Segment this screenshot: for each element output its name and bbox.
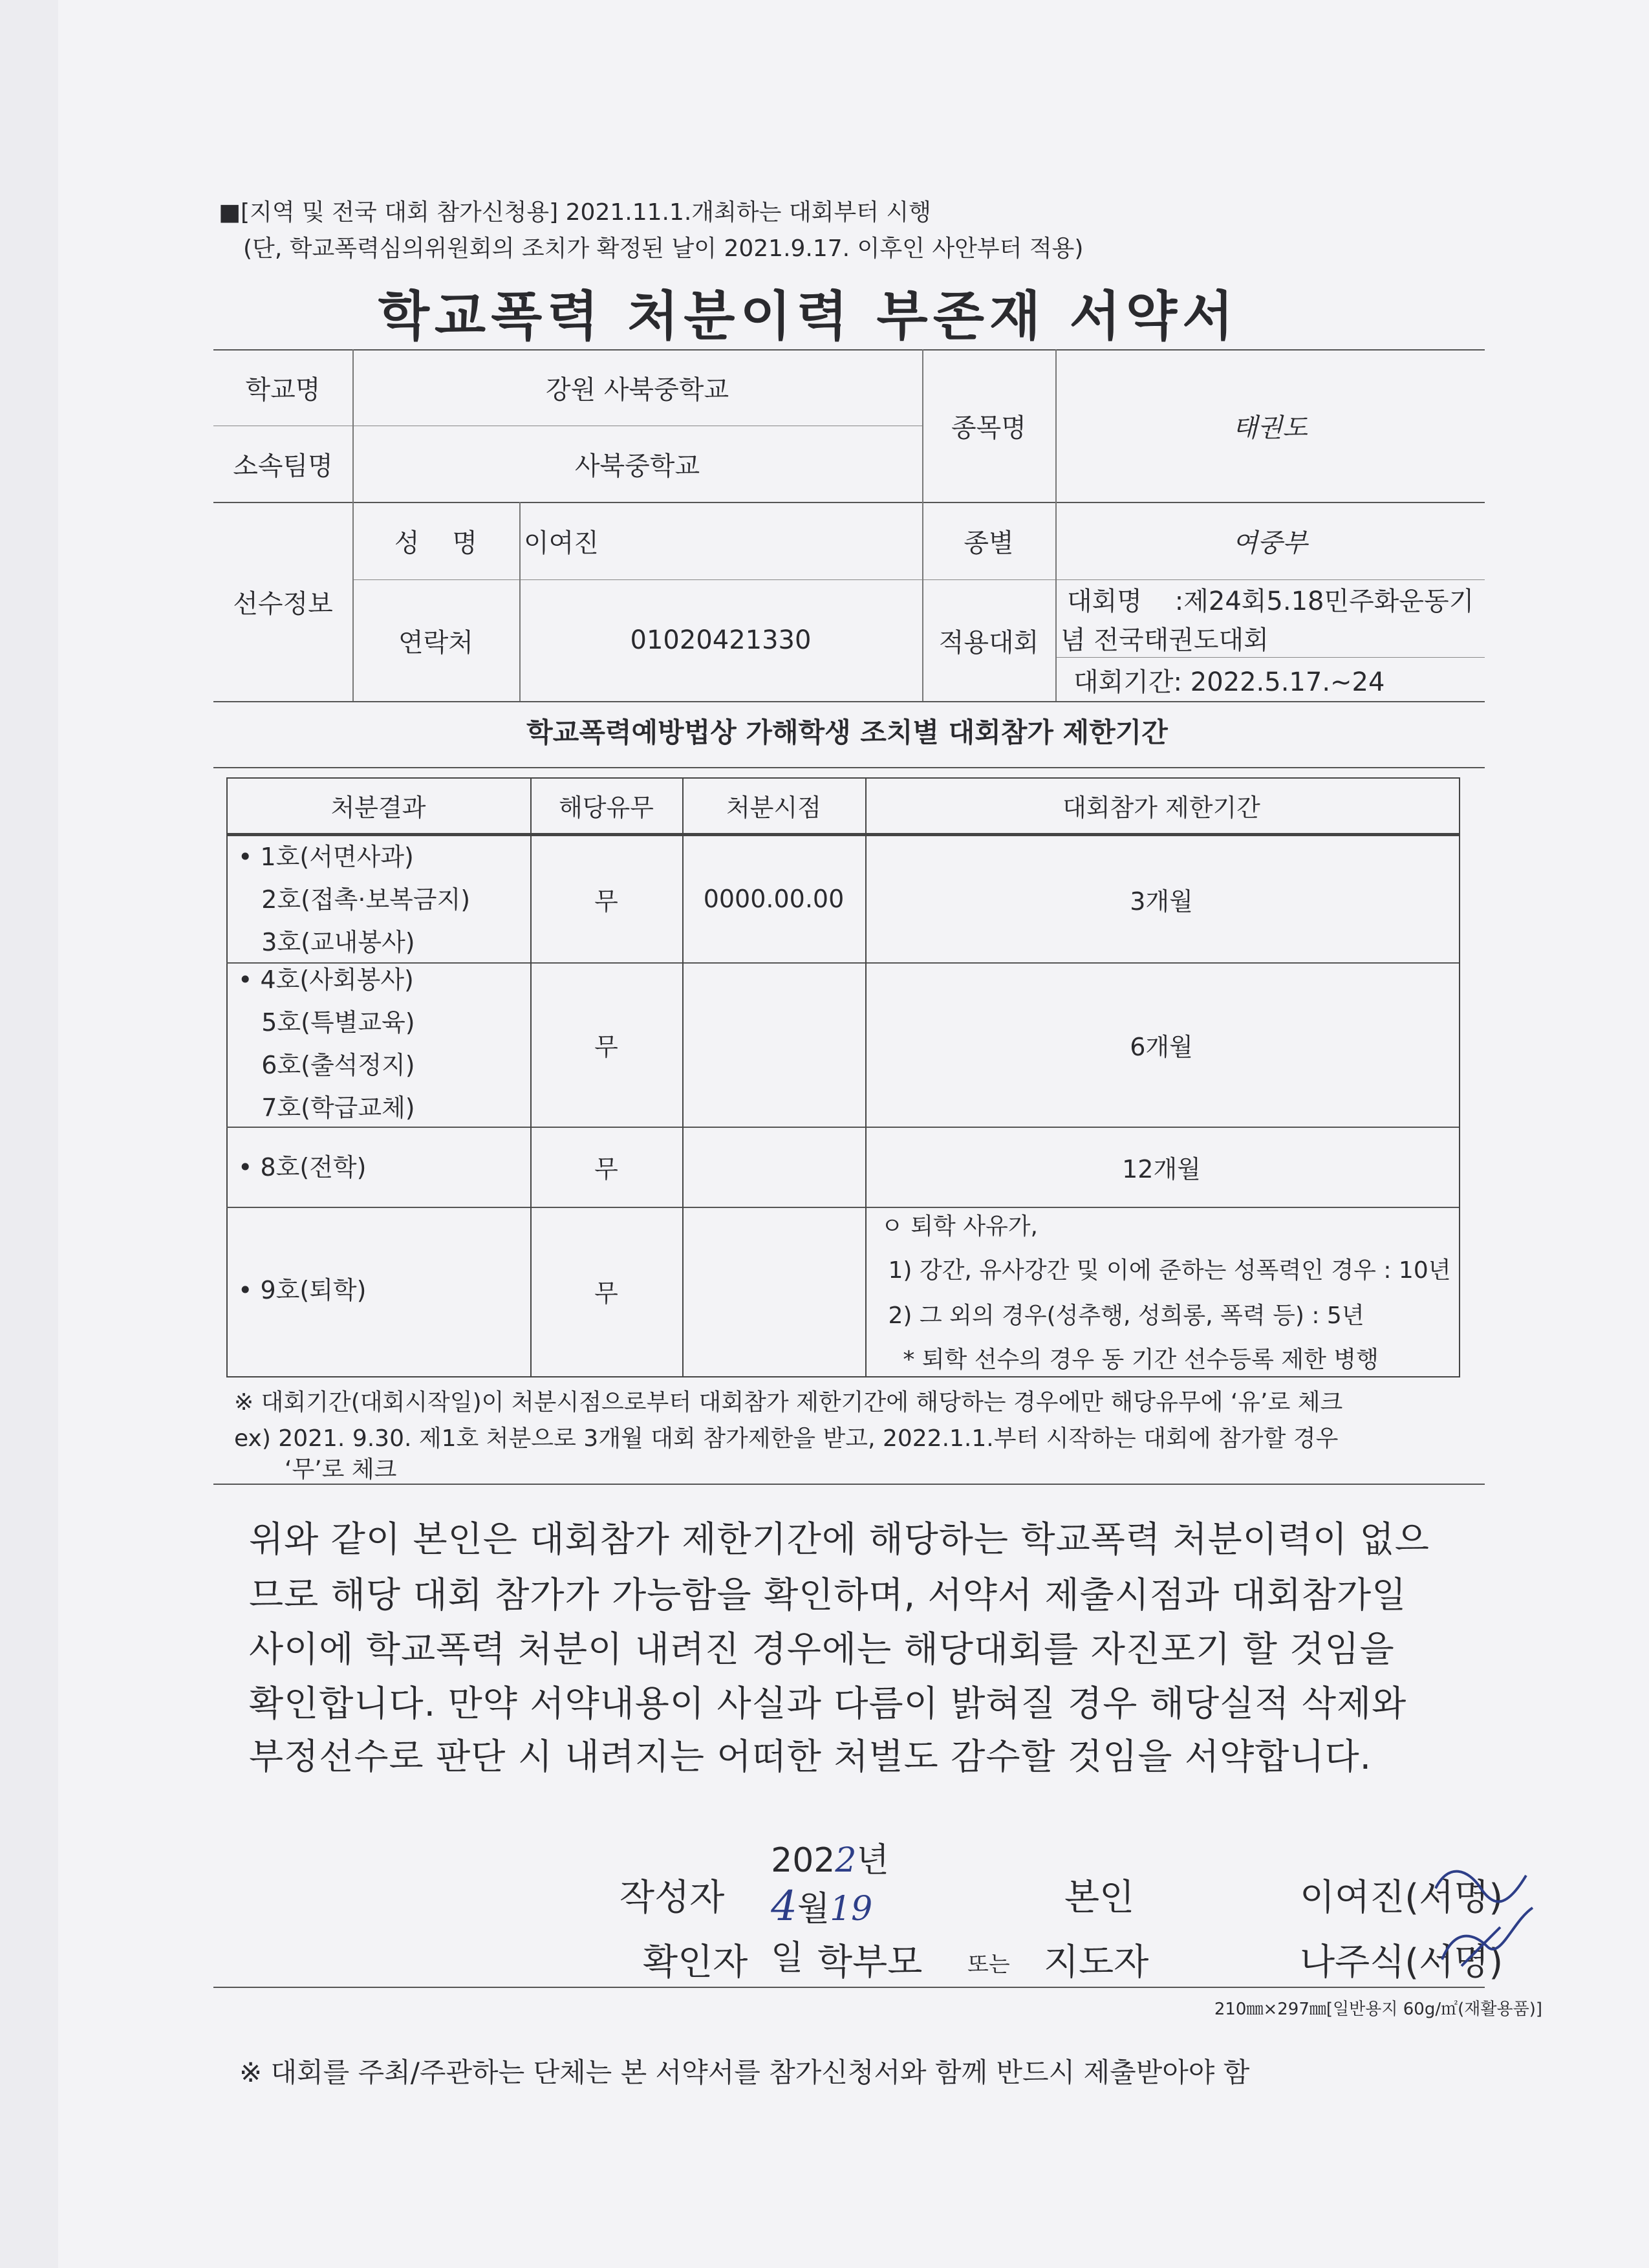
header-result: 처분결과	[330, 793, 426, 822]
restriction-section-title: 학교폭력예방법상 가해학생 조치별 대회참가 제한기간	[526, 717, 1168, 748]
row1-period: 3개월	[1130, 887, 1193, 916]
note-example: ex) 2021. 9.30. 제1호 처분으로 3개월 대회 참가제한을 받고, 2022.1.1.부터 시작하는 대회에 참가할 경우	[234, 1425, 1339, 1452]
sport-value: 태권도	[1233, 413, 1308, 443]
writer-sign-mark: (서명)	[1405, 1877, 1503, 1919]
header-period: 대회참가 제한기간	[1062, 793, 1260, 822]
year-label: 년	[856, 1841, 889, 1880]
confirmer-name-text: 나주식	[1300, 1941, 1405, 1983]
row4-period-line4: * 퇴학 선수의 경우 동 기간 선수등록 제한 병행	[881, 1346, 1379, 1373]
team-label: 소속팀명	[233, 451, 333, 481]
row2-applicable: 무	[594, 1032, 618, 1061]
contact-value: 01020421330	[630, 625, 812, 655]
event-name-line2: 념 전국태권도대회	[1061, 625, 1269, 655]
coach-label: 지도자	[1044, 1941, 1149, 1983]
parent-label: 학부모	[817, 1941, 923, 1983]
pledge-line-2: 므로 해당 대회 참가가 가능함을 확인하며, 서약서 제출시점과 대회참가일	[249, 1574, 1407, 1615]
pledge-line-5: 부정선수로 판단 시 내려지는 어떠한 처벌도 감수할 것임을 서약합니다.	[249, 1736, 1372, 1777]
note-example-cont: ‘무’로 체크	[285, 1456, 397, 1483]
contact-label: 연락처	[398, 627, 473, 658]
confirmer-sign-mark: (서명)	[1405, 1941, 1503, 1983]
division-value: 여중부	[1233, 528, 1308, 558]
pledge-line-3: 사이에 학교폭력 처분이 내려진 경우에는 해당대회를 자진포기 할 것임을	[249, 1628, 1395, 1670]
notice-line-2: (단, 학교폭력심의위원회의 조치가 확정된 날이 2021.9.17. 이후인 사안부터 적용)	[243, 235, 1084, 262]
footer-note: ※ 대회를 주최/주관하는 단체는 본 서약서를 참가신청서와 함께 반드시 제출받아야 함	[239, 2057, 1250, 2088]
event-label: 적용대회	[938, 627, 1039, 658]
row4-codes: • 9호(퇴학)	[238, 1276, 367, 1304]
writer-name-text: 이여진	[1300, 1877, 1405, 1919]
row4-period-line2: 1) 강간, 유사강간 및 이에 준하는 성폭력인 경우 : 10년	[881, 1257, 1451, 1284]
paper-spec: 210㎜×297㎜[일반용지 60g/㎡(재활용품)]	[1214, 2000, 1542, 2019]
row1-applicable: 무	[594, 887, 618, 916]
confirmer-label: 확인자	[643, 1941, 748, 1983]
row1-date: 0000.00.00	[703, 885, 845, 913]
header-applicable: 해당유무	[559, 793, 654, 822]
school-label: 학교명	[245, 374, 321, 405]
school-value: 강원 사북중학교	[545, 374, 729, 405]
note-condition: ※ 대회기간(대회시작일)이 처분시점으로부터 대회참가 제한기간에 해당하는 경우에만 해당유무에 ‘유’로 체크	[234, 1389, 1343, 1416]
day-handwritten: 19	[830, 1890, 873, 1928]
name-label: 성 명	[394, 528, 478, 558]
pledge-line-1: 위와 같이 본인은 대회참가 제한기간에 해당하는 학교폭력 처분이력이 없으	[249, 1518, 1430, 1560]
row3-period: 12개월	[1122, 1154, 1201, 1183]
division-label: 종별	[964, 528, 1014, 558]
scan-edge	[0, 0, 58, 2268]
row3-applicable: 무	[594, 1154, 618, 1183]
row1-codes: • 1호(서면사과) 2호(접촉·보복금지) 3호(교내봉사)	[238, 843, 471, 956]
event-period: 대회기간: 2022.5.17.~24	[1073, 667, 1385, 697]
or-label: 또는	[967, 1952, 1010, 1978]
team-value: 사북중학교	[574, 451, 700, 481]
self-label: 본인	[1064, 1877, 1135, 1919]
year-handwritten: 2	[835, 1841, 857, 1880]
document-title: 학교폭력 처분이력 부존재 서약서	[378, 286, 1239, 347]
sport-label: 종목명	[951, 413, 1026, 443]
event-name-line1: 대회명 :제24회5.18민주화운동기	[1067, 586, 1474, 616]
row4-applicable: 무	[594, 1279, 618, 1308]
notice-line-1: ■[지역 및 전국 대회 참가신청용] 2021.11.1.개최하는 대회부터 시행	[219, 199, 931, 226]
year-prefix: 202	[771, 1841, 835, 1880]
row2-codes: • 4호(사회봉사) 5호(특별교육) 6호(출석정지) 7호(학급교체)	[238, 966, 415, 1122]
pledge-line-4: 확인합니다. 만약 서약내용이 사실과 다름이 밝혀질 경우 해당실적 삭제와	[249, 1683, 1407, 1724]
athlete-info-label: 선수정보	[233, 589, 333, 619]
day-label: 일	[771, 1939, 804, 1978]
handwritten-signatures	[1423, 1850, 1546, 1979]
month-handwritten: 4	[771, 1883, 797, 1930]
row3-codes: • 8호(전학)	[238, 1153, 367, 1182]
row4-period-line3: 2) 그 외의 경우(성추행, 성희롱, 폭력 등) : 5년	[881, 1302, 1364, 1329]
row4-period-line1: ㅇ 퇴학 사유가,	[881, 1213, 1038, 1240]
month-label: 월	[797, 1890, 830, 1928]
name-value: 이여진	[524, 528, 599, 558]
writer-label: 작성자	[620, 1877, 725, 1919]
row2-period: 6개월	[1130, 1032, 1193, 1061]
header-date: 처분시점	[726, 793, 821, 822]
